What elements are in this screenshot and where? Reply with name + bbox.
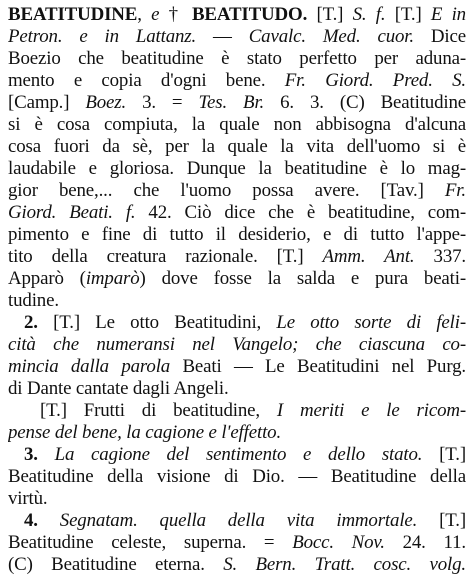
sense-0-line-2: [8, 356, 466, 378]
sense-2-line-1: [8, 466, 466, 488]
sense-2-line-0-run-3: [T.]: [422, 444, 466, 465]
sense-0-line-3: [8, 378, 466, 400]
entry-line-4-run-2: 3. =: [126, 92, 199, 113]
entry-line-9-run-0: Giord. Beati. f.: [8, 202, 136, 223]
entry-line-8-run-0: gior bene,... che l'uomo possa avere. [Tav.]: [8, 180, 445, 201]
entry-line-2: [8, 48, 466, 70]
entry-line-3-run-0: mento e copia d'ogni bene.: [8, 70, 285, 91]
entry-line-4-run-3: Tes. Br.: [198, 92, 265, 113]
sense-3-line-2-run-0: (C) Beatitudine eterna.: [8, 554, 224, 575]
sense-2-line-2-run-0: virtù.: [8, 488, 48, 509]
entry-line-12: [8, 268, 466, 290]
entry-line-10-run-0: pimento e fine di tutto il desiderio, e di tutto l'appe-: [8, 224, 466, 245]
sense-2-line-0-run-1: [38, 444, 55, 465]
entry-line-0-run-6: S. f.: [352, 4, 386, 25]
sense-3-line-0-run-2: Segnatam. quella della vita immortale.: [59, 510, 418, 531]
sense-1-line-0: [8, 400, 466, 422]
sense-1-line-1-run-0: pense del bene, la cagione e l'effetto.: [8, 422, 282, 443]
entry-line-3: [8, 70, 466, 92]
entry-line-0-run-7: [T.]: [385, 4, 431, 25]
sense-3-line-1: [8, 532, 466, 554]
entry-line-1-run-3: Dice: [413, 26, 466, 47]
sense-0-line-1: [8, 334, 466, 356]
entry-line-0-run-5: [T.]: [307, 4, 353, 25]
entry-line-12-run-1: imparò: [85, 268, 140, 289]
entry-line-0-run-8: E in: [430, 4, 466, 25]
sense-2-line-0-run-2: La cagione del sentimento e dello stato.: [54, 444, 423, 465]
entry-line-1-run-2: Cavalc. Med. cuor.: [248, 26, 414, 47]
entry-line-1-run-0: Petron. e in Lattanz.: [8, 26, 197, 47]
sense-3-line-0-run-3: [T.]: [417, 510, 466, 531]
sense-1-line-0-run-1: I meriti e le ricom-: [276, 400, 466, 421]
entry-line-6-run-0: cosa fuori da sè, per la quale la vita dell'uomo si è: [8, 136, 466, 157]
sense-0-line-0-run-0: 2.: [24, 312, 38, 333]
entry-line-7-run-0: laudabile e gloriosa. Dunque la beatitudine è lo mag-: [8, 158, 466, 179]
sense-0-line-2-run-1: Beati — Le Beatitudini nel Purg.: [170, 356, 466, 377]
entry-line-4-run-1: Boez.: [85, 92, 127, 113]
entry-line-7: [8, 158, 466, 180]
entry-line-12-run-2: ) dove fosse la salda e pura beati-: [139, 268, 466, 289]
entry-line-6: [8, 136, 466, 158]
sense-2-line-2: [8, 488, 466, 510]
sense-1-line-1: [8, 422, 466, 444]
sense-0-line-3-run-0: di Dante cantate dagli Angeli.: [8, 378, 229, 399]
entry-line-13-run-0: tudine.: [8, 290, 59, 311]
sense-3-line-2-run-1: S. Bern. Tratt. cosc. volg.: [223, 554, 466, 575]
sense-0-line-0-run-2: Le otto sorte di feli-: [276, 312, 466, 333]
sense-3-line-0: [8, 510, 466, 532]
entry-line-0-run-1: ,: [137, 4, 152, 25]
entry-line-0: [8, 4, 466, 26]
entry-line-11-run-1: Amm. Ant.: [322, 246, 415, 267]
sense-3-line-0-run-0: 4.: [24, 510, 38, 531]
entry-line-4-run-0: [Camp.]: [8, 92, 86, 113]
entry-line-5: [8, 114, 466, 136]
sense-3-line-1-run-1: Bocc. Nov.: [292, 532, 385, 553]
sense-3-line-0-run-1: [38, 510, 60, 531]
entry-line-13: [8, 290, 466, 312]
entry-line-2-run-0: Boezio che beatitudine è stato perfetto per aduna-: [8, 48, 466, 69]
entry-line-1: [8, 26, 466, 48]
sense-0-line-0-run-1: [T.] Le otto Beatitudini,: [37, 312, 277, 333]
sense-0-line-2-run-0: mincia dalla parola: [8, 356, 171, 377]
sense-2-line-0-run-0: 3.: [24, 444, 38, 465]
entry-line-0-run-2: e: [151, 4, 160, 25]
sense-3-line-1-run-2: 24. 11.: [384, 532, 466, 553]
entry-line-0-run-4: BEATITUDO.: [191, 4, 308, 25]
sense-2-line-1-run-0: Beatitudine della visione di Dio. — Beatitudine della: [8, 466, 466, 487]
entry-line-11: [8, 246, 466, 268]
entry-line-5-run-0: si è cosa compiuta, la quale non abbisogna d'alcuna: [8, 114, 466, 135]
entry-line-9-run-1: 42. Ciò dice che è beatitudine, com-: [135, 202, 466, 223]
dictionary-entry: [8, 4, 466, 576]
entry-line-9: [8, 202, 466, 224]
entry-line-3-run-1: Fr. Giord. Pred. S.: [284, 70, 466, 91]
entry-line-0-run-0: BEATITUDINE: [8, 4, 138, 25]
sense-2-line-0: [8, 444, 466, 466]
entry-line-11-run-0: tito della creatura razionale. [T.]: [8, 246, 323, 267]
entry-line-4-run-4: 6. 3. (C) Beatitudine: [264, 92, 466, 113]
sense-0-line-0: [8, 312, 466, 334]
sense-3-line-2: [8, 554, 466, 576]
entry-line-0-run-3: †: [159, 4, 192, 25]
sense-0-line-1-run-0: cità che numeransi nel Vangelo; che ciascuna co-: [8, 334, 466, 355]
entry-line-8: [8, 180, 466, 202]
sense-1-line-0-run-0: [T.] Frutti di beatitudine,: [40, 400, 277, 421]
entry-line-8-run-1: Fr.: [444, 180, 466, 201]
entry-line-1-run-1: —: [196, 26, 249, 47]
entry-line-4: [8, 92, 466, 114]
entry-line-11-run-2: 337.: [414, 246, 466, 267]
sense-3-line-1-run-0: Beatitudine celeste, superna. =: [8, 532, 293, 553]
entry-line-10: [8, 224, 466, 246]
entry-line-12-run-0: Apparò (: [8, 268, 86, 289]
